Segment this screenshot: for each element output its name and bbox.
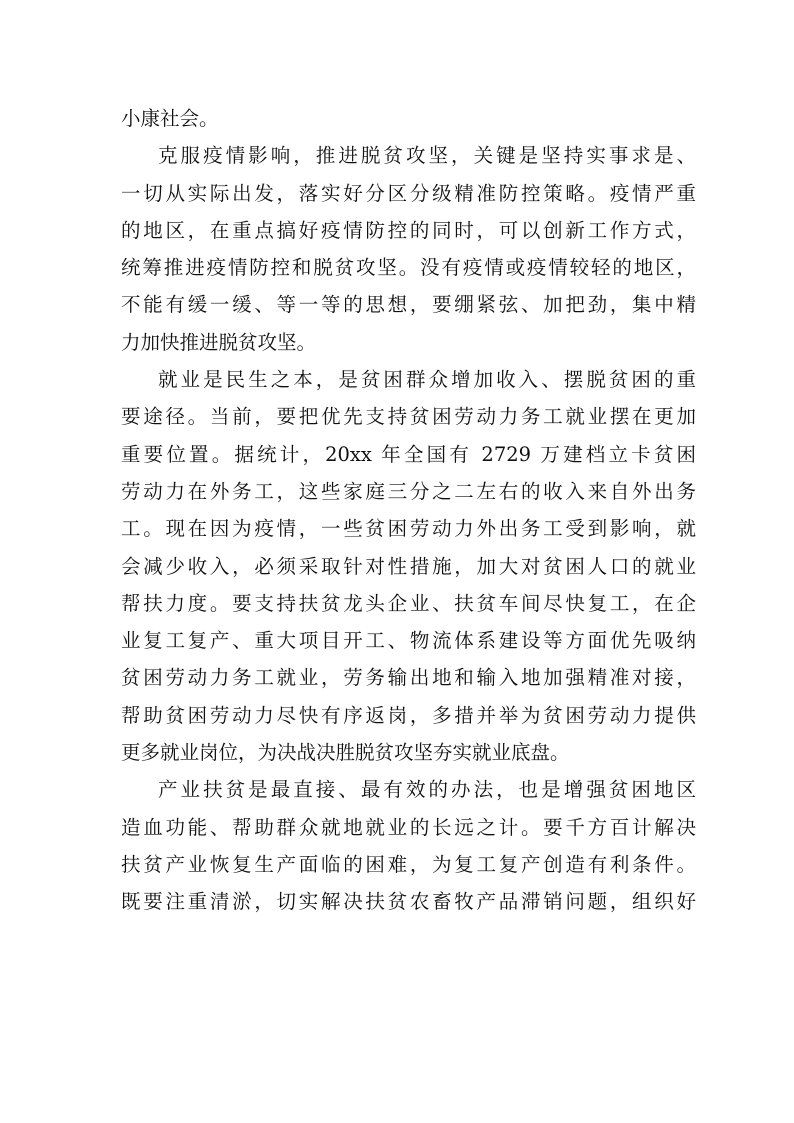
text-line-paragraph-start: 就业是民生之本，是贫困群众增加收入、摆脱贫困的重 xyxy=(158,368,696,392)
text-line-paragraph-end: 更多就业岗位，为决战决胜脱贫攻坚夯实就业底盘。 xyxy=(121,741,570,765)
text-line-paragraph-start: 克服疫情影响，推进脱贫攻坚，关键是坚持实事求是、 xyxy=(158,144,696,168)
text-line: 造血功能、帮助群众就地就业的长远之计。要千方百计解决 xyxy=(121,815,696,839)
text-line: 统筹推进疫情防控和脱贫攻坚。没有疫情或疫情较轻的地区， xyxy=(121,256,696,280)
text-line: 贫困劳动力务工就业，劳务输出地和输入地加强精准对接， xyxy=(121,666,696,690)
text-line: 要途径。当前，要把优先支持贫困劳动力务工就业摆在更加 xyxy=(121,405,696,429)
text-line: 工。现在因为疫情，一些贫困劳动力外出务工受到影响，就 xyxy=(121,517,696,541)
text-line: 业复工复产、重大项目开工、物流体系建设等方面优先吸纳 xyxy=(121,629,696,653)
text-line-paragraph-end: 小康社会。 xyxy=(121,107,219,130)
text-line: 一切从实际出发，落实好分区分级精准防控策略。疫情严重 xyxy=(121,181,696,205)
text-line: 的地区，在重点搞好疫情防控的同时，可以创新工作方式， xyxy=(121,218,696,242)
text-line: 劳动力在外务工，这些家庭三分之二左右的收入来自外出务 xyxy=(121,479,696,503)
text-line: 帮助贫困劳动力尽快有序返岗，多措并举为贫困劳动力提供 xyxy=(121,703,696,727)
text-line: 不能有缓一缓、等一等的思想，要绷紧弦、加把劲，集中精 xyxy=(121,293,696,317)
text-line: 会减少收入，必须采取针对性措施，加大对贫困人口的就业 xyxy=(121,554,696,578)
text-line-paragraph-start: 产业扶贫是最直接、最有效的办法，也是增强贫困地区 xyxy=(158,778,696,802)
text-line: 既要注重清淤，切实解决扶贫农畜牧产品滞销问题，组织好 xyxy=(121,890,696,914)
text-line-paragraph-end: 力加快推进脱贫攻坚。 xyxy=(121,330,317,354)
text-line: 重要位置。据统计，20xx 年全国有 2729 万建档立卡贫困 xyxy=(121,442,696,466)
text-line: 帮扶力度。要支持扶贫龙头企业、扶贫车间尽快复工，在企 xyxy=(121,591,696,615)
text-line: 扶贫产业恢复生产面临的困难，为复工复产创造有利条件。 xyxy=(121,852,696,876)
body-text xyxy=(121,100,696,921)
